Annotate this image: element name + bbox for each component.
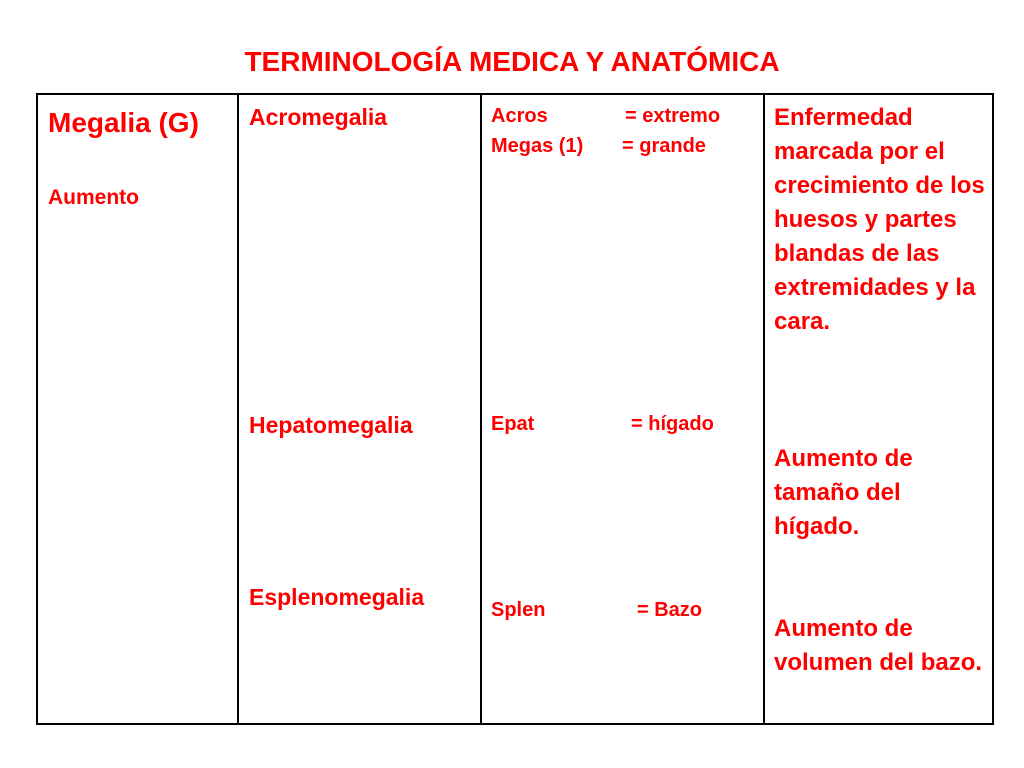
root-row-splen [491, 595, 753, 625]
definition-acromegalia: Enfermedad marcada por el crecimiento de los huesos y partes blandas de las extremidades y la cara. [774, 104, 985, 335]
definition-esplenomegalia: Aumento de volumen del bazo. [774, 615, 983, 676]
root-word: Epat [491, 413, 535, 435]
column-terms [239, 95, 482, 723]
column-suffix [38, 95, 239, 723]
root-row-acros [491, 101, 753, 131]
term-hepatomegalia: Hepatomegalia [249, 412, 413, 438]
root-row-epat [491, 409, 753, 439]
root-meaning: = Bazo [637, 599, 703, 621]
suffix-meaning: Aumento [48, 186, 139, 209]
term-esplenomegalia: Esplenomegalia [249, 584, 425, 610]
definition-hepatomegalia: Aumento de tamaño del hígado. [774, 445, 913, 540]
term-acromegalia: Acromegalia [249, 104, 388, 130]
root-meaning: = hígado [631, 413, 714, 435]
suffix-name: Megalia (G) [48, 107, 199, 138]
column-definitions [765, 95, 992, 723]
root-meaning: = grande [622, 135, 706, 157]
root-row-megas [491, 131, 753, 161]
column-roots [482, 95, 765, 723]
page-title: TERMINOLOGÍA MEDICA Y ANATÓMICA [244, 46, 780, 77]
root-word: Acros [491, 105, 548, 127]
terminology-table [36, 93, 994, 725]
root-meaning: = extremo [625, 105, 721, 127]
root-word: Splen [491, 599, 546, 621]
root-word: Megas (1) [491, 135, 584, 157]
